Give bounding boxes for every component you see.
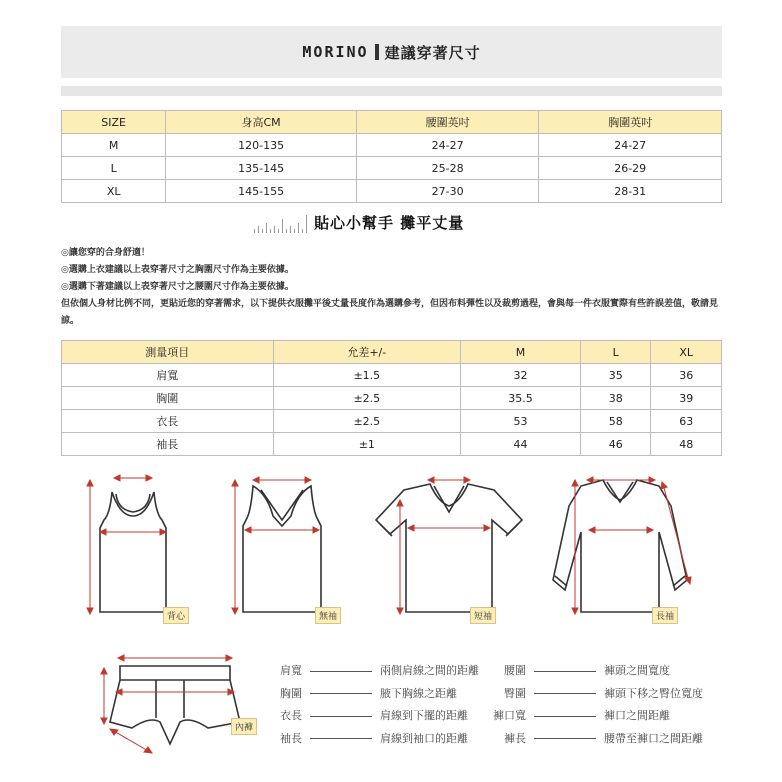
table-cell: 25-28 [356, 157, 539, 180]
legend-row [482, 705, 703, 728]
col-header: 身高CM [166, 111, 357, 134]
table-cell: L [62, 157, 166, 180]
figure-label-underwear: 內褲 [231, 718, 257, 735]
col-header: 胸圍英吋 [539, 111, 722, 134]
table-header-row [62, 341, 722, 364]
col-header: 允差+/- [273, 341, 461, 364]
sleeveless-diagram [225, 472, 335, 622]
legend-row [482, 660, 703, 683]
table-cell: 39 [651, 387, 722, 410]
legend-row [270, 683, 479, 706]
brand-logo: MORINO [302, 43, 369, 61]
measure-table [61, 340, 722, 456]
section-title: 貼心小幫手 攤平丈量 [314, 214, 465, 232]
figure-label-short-sleeve: 短袖 [470, 607, 496, 624]
table-cell: 120-135 [166, 134, 357, 157]
table-cell: 38 [580, 387, 651, 410]
table-cell: 35.5 [461, 387, 581, 410]
table-cell: 26-29 [539, 157, 722, 180]
table-cell: 32 [461, 364, 581, 387]
table-cell: 袖長 [62, 433, 274, 456]
legend-dash [310, 671, 372, 672]
short-sleeve-diagram [370, 472, 530, 622]
table-row [62, 410, 722, 433]
note-line: ◎讓您穿的合身舒適！ [61, 248, 150, 258]
table-cell: M [62, 134, 166, 157]
tank-top-diagram [80, 472, 190, 622]
table-cell: 58 [580, 410, 651, 433]
legend-dash [534, 716, 596, 717]
legend-row [270, 705, 479, 728]
table-row [62, 157, 722, 180]
figure-label-sleeveless: 無袖 [315, 607, 341, 624]
figure-label-vest: 背心 [163, 607, 189, 624]
page-title [302, 42, 480, 63]
legend-bottom-garments [482, 660, 703, 750]
legend-term: 臀圍 [504, 686, 526, 700]
table-cell: 63 [651, 410, 722, 433]
legend-desc: 兩側肩線之間的距離 [380, 664, 479, 677]
legend-term: 袖長 [280, 731, 302, 745]
table-cell: 衣長 [62, 410, 274, 433]
table-row [62, 134, 722, 157]
table-cell: 28-31 [539, 180, 722, 203]
legend-dash [310, 693, 372, 694]
note-line: ◎選購下著建議以上表穿著尺寸之腰圍尺寸作為主要依據。 [61, 282, 294, 292]
table-cell: 35 [580, 364, 651, 387]
legend-dash [310, 716, 372, 717]
header-divider [61, 86, 722, 96]
table-row [62, 433, 722, 456]
col-header: 測量項目 [62, 341, 274, 364]
legend-term: 肩寬 [280, 664, 302, 677]
table-cell: 胸圍 [62, 387, 274, 410]
table-cell: 53 [461, 410, 581, 433]
table-cell: ±2.5 [273, 387, 461, 410]
table-cell: ±1.5 [273, 364, 461, 387]
table-cell: XL [62, 180, 166, 203]
legend-dash [534, 671, 596, 672]
legend-term: 衣長 [280, 709, 302, 722]
legend-term: 褲口寬 [493, 709, 526, 722]
legend-top-garments [270, 660, 479, 750]
col-header: L [580, 341, 651, 364]
table-cell: 48 [651, 433, 722, 456]
table-cell: 36 [651, 364, 722, 387]
table-cell: 24-27 [356, 134, 539, 157]
legend-row [270, 728, 479, 751]
col-header: 腰圍英吋 [356, 111, 539, 134]
legend-desc: 褲口之間距離 [604, 709, 670, 722]
table-cell: 肩寬 [62, 364, 274, 387]
col-header: XL [651, 341, 722, 364]
legend-row [270, 660, 479, 683]
figure-label-long-sleeve: 長袖 [652, 607, 678, 624]
underwear-diagram [90, 652, 250, 762]
table-cell: 46 [580, 433, 651, 456]
table-cell: 145-155 [166, 180, 357, 203]
col-header: M [461, 341, 581, 364]
table-cell: 135-145 [166, 157, 357, 180]
table-cell: 27-30 [356, 180, 539, 203]
header-band [61, 26, 722, 78]
legend-desc: 腋下胸線之距離 [380, 686, 457, 700]
table-cell: ±1 [273, 433, 461, 456]
notes-block [61, 245, 726, 330]
legend-row [482, 728, 703, 751]
header-title-text: 建議穿著尺寸 [384, 43, 481, 62]
section-heading [254, 212, 464, 233]
table-cell: ±2.5 [273, 410, 461, 433]
legend-desc: 褲頭之間寬度 [604, 664, 670, 677]
legend-desc: 肩線到袖口的距離 [380, 731, 468, 745]
legend-desc: 褲頭下移之臀位寬度 [604, 686, 703, 700]
table-cell: 24-27 [539, 134, 722, 157]
legend-term: 褲長 [504, 731, 526, 745]
legend-dash [534, 693, 596, 694]
table-row [62, 387, 722, 410]
legend-dash [310, 738, 372, 739]
table-row [62, 364, 722, 387]
legend-desc: 腰帶至褲口之間距離 [604, 731, 703, 745]
title-separator [375, 44, 379, 60]
ruler-icon [254, 213, 310, 233]
long-sleeve-diagram [545, 472, 695, 622]
legend-term: 胸圍 [280, 686, 302, 700]
size-table [61, 110, 722, 203]
legend-row [482, 683, 703, 706]
legend-desc: 肩線到下擺的距離 [380, 709, 468, 722]
note-line: 但依個人身材比例不同，更貼近您的穿著需求，以下提供衣服攤平後丈量長度作為選購參考，但因布料彈性以及裁剪過程，會與每一件衣服實際有些許誤差值，敬請見諒。 [61, 299, 719, 326]
table-header-row [62, 111, 722, 134]
legend-dash [534, 738, 596, 739]
table-cell: 44 [461, 433, 581, 456]
table-row [62, 180, 722, 203]
note-line: ◎選購上衣建議以上表穿著尺寸之胸圍尺寸作為主要依據。 [61, 265, 294, 275]
legend-term: 腰圍 [504, 664, 526, 677]
col-header: SIZE [62, 111, 166, 134]
